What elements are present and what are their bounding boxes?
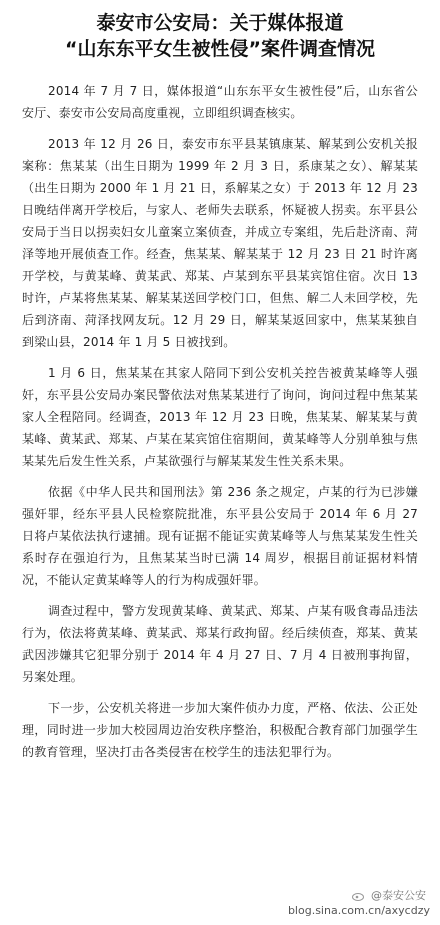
paragraph-4: 依据《中华人民共和国刑法》第 236 条之规定，卢某的行为已涉嫌强奸罪，经东平县人民检察院批准，东平县公安局于 2014 年 6 月 27 日将卢某依法执行逮捕。现有证据不能证实黄某峰等人与焦某某发生性关系时存在强迫行为，且焦某某当时已满 14 周岁，根据目前证据材料情况，不能认定黄某峰等人的行为构成强奸罪。 xyxy=(22,485,418,587)
weibo-logo-icon xyxy=(352,891,366,901)
paragraph-5: 调查过程中，警方发现黄某峰、黄某武、郑某、卢某有吸食毒品违法行为，依法将黄某峰、黄某武、郑某行政拘留。经后续侦查，郑某、黄某武因涉嫌其它犯罪分别于 2014 年 4 月 27 日、7 月 4 日被刑事拘留，另案处理。 xyxy=(22,604,418,684)
weibo-account-watermark: @泰安公安 xyxy=(371,889,426,902)
paragraph-1: 2014 年 7 月 7 日，媒体报道“山东东平女生被性侵”后，山东省公安厅、泰安市公安局高度重视，立即组织调查核实。 xyxy=(22,84,418,120)
title-line-1: 泰安市公安局：关于媒体报道 xyxy=(96,12,344,34)
document-title xyxy=(0,0,440,62)
paragraph-3: 1 月 6 日，焦某某在其家人陪同下到公安机关控告被黄某峰等人强奸，东平县公安局办案民警依法对焦某某进行了询问，询问过程中焦某某家人全程陪同。经调查，2013 年 12 月 23 日晚，焦某某、解某某与黄某峰、黄某武、郑某、卢某在某宾馆住宿期间，黄某峰等人分别单独与焦某某先后发生性关系，卢某欲强行与解某某发生性关系未果。 xyxy=(22,366,418,468)
paragraph-6: 下一步，公安机关将进一步加大案件侦办力度，严格、依法、公正处理，同时进一步加大校园周边治安秩序整治，积极配合教育部门加强学生的教育管理，坚决打击各类侵害在校学生的违法犯罪行为。 xyxy=(22,701,418,759)
blog-url-watermark: blog.sina.com.cn/axycdzy xyxy=(287,904,430,917)
paragraph-2: 2013 年 12 月 26 日，泰安市东平县某镇康某、解某到公安机关报案称：焦某某（出生日期为 1999 年 2 月 3 日，系康某之女）、解某某（出生日期为 2000 年 1 月 21 日，系解某之女）于 2013 年 12 月 23 日晚结伴离开学校后，与家人、老师失去联系，怀疑被人拐卖。东平县公安局于当日以拐卖妇女儿童案立案侦查，并成立专案组，先后赴济南、菏泽等地开展侦查工作。经查，焦某某、解某某于 12 月 23 日 21 时许离开学校，与黄某峰、黄某武、郑某、卢某到东平县某宾馆住宿。次日 13 时许，卢某将焦某某、解某某送回学校门口，但焦、解二人未回学校，先后到济南、菏泽找网友玩。12 月 29 日，解某某返回家中，焦某某独自到梁山县，2014 年 1 月 5 日被找到。 xyxy=(22,137,418,349)
title-line-2: “山东东平女生被性侵”案件调查情况 xyxy=(65,38,375,60)
document-body xyxy=(0,62,440,763)
